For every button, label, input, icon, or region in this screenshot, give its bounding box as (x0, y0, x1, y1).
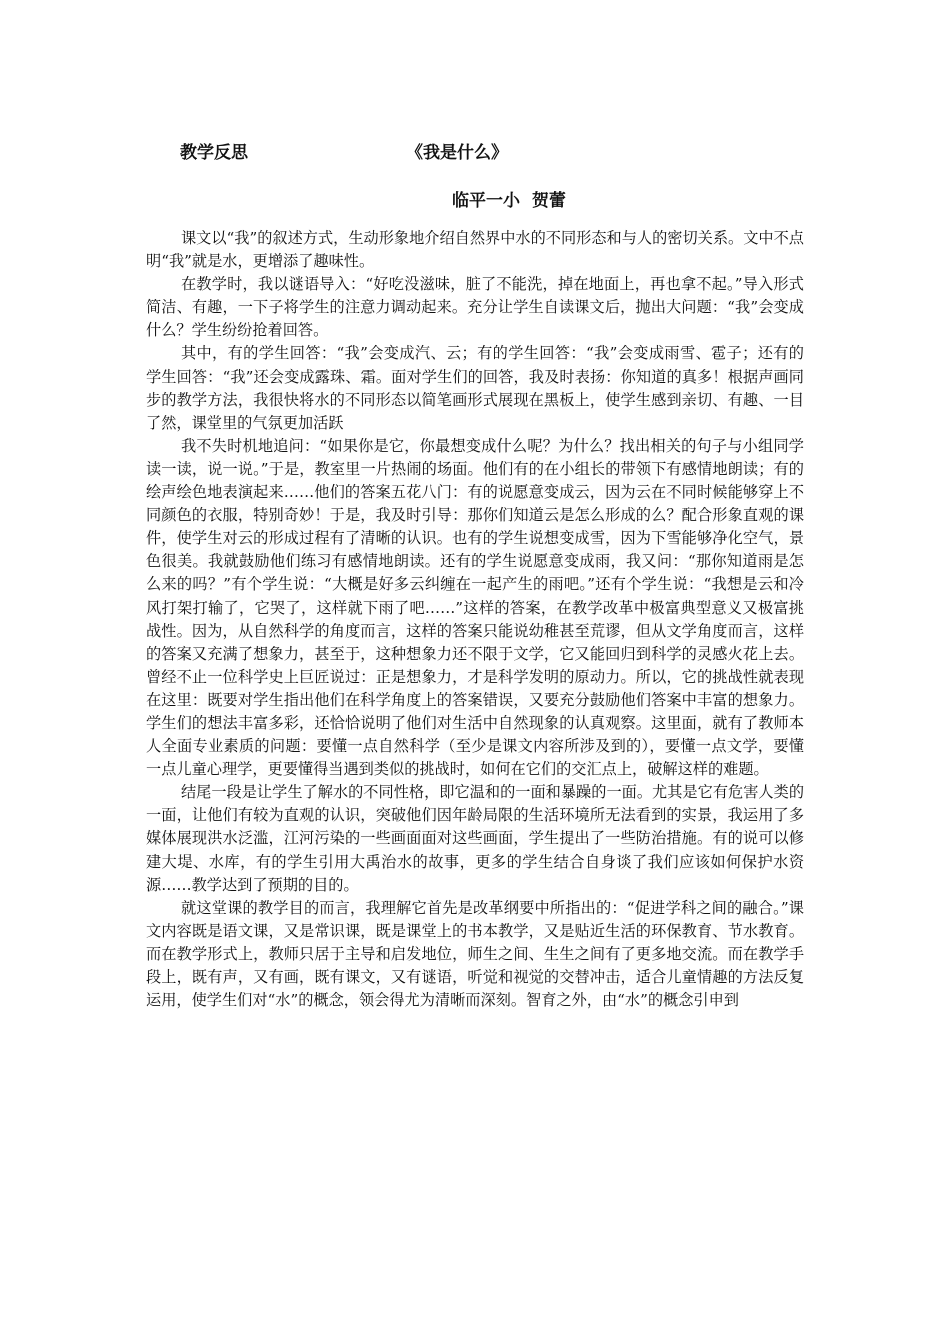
document-body (146, 227, 804, 1012)
paragraph: 在教学时，我以谜语导入：“好吃没滋味，脏了不能洗，掉在地面上，再也拿不起。”导入形式简洁、有趣，一下子将学生的注意力调动起来。充分让学生自读课文后，抛出大问题：“我”会变成什么？学生纷纷抢着回答。 (146, 275, 804, 340)
paragraph: 就这堂课的教学目的而言，我理解它首先是改革纲要中所指出的：“促进学科之间的融合。”课文内容既是语文课，又是常识课，既是课堂上的书本教学，又是贴近生活的环保教育、节水教育。而在教学形式上，教师只居于主导和启发地位，师生之间、生生之间有了更多地交流。而在教学手段上，既有声，又有画，既有课文，又有谜语，听觉和视觉的交替冲击，适合儿童情趣的方法反复运用，使学生们对“水”的概念，领会得尤为清晰而深刻。智育之外，由“水”的概念引申到 (146, 898, 804, 1010)
heading-label: 教学反思 (180, 143, 248, 163)
heading-title: 《我是什么》 (406, 143, 508, 163)
paragraph: 其中，有的学生回答：“我”会变成汽、云；有的学生回答：“我”会变成雨雪、雹子；还有的学生回答：“我”还会变成露珠、霜。面对学生们的回答，我及时表扬：你知道的真多！根据声画同步的教学方法，我很快将水的不同形态以简笔画形式展现在黑板上，使学生感到亲切、有趣、一目了然，课堂里的气氛更加活跃 (146, 344, 804, 432)
paragraph: 结尾一段是让学生了解水的不同性格，即它温和的一面和暴躁的一面。尤其是它有危害人类的一面，让他们有较为直观的认识，突破他们因年龄局限的生活环境所无法看到的实景，我运用了多媒体展现洪水泛滥，江河污染的一些画面面对这些画面，学生提出了一些防治措施。有的说可以修建大堤、水库，有的学生引用大禹治水的故事，更多的学生结合自身谈了我们应该如何保护水资源……教学达到了预期的目的。 (146, 783, 804, 894)
paragraph: 课文以“我”的叙述方式，生动形象地介绍自然界中水的不同形态和与人的密切关系。文中不点明“我”就是水，更增添了趣味性。 (146, 229, 804, 271)
author-line: 临平一小 贺蕾 (452, 191, 566, 211)
document-heading (180, 138, 800, 168)
paragraph: 我不失时机地追问：“如果你是它，你最想变成什么呢？为什么？找出相关的句子与小组同学读一读，说一说。”于是，教室里一片热闹的场面。他们有的在小组长的带领下有感情地朗读；有的绘声绘色地表演起来……他们的答案五花八门：有的说愿意变成云，因为云在不同时候能够穿上不同颜色的衣服，特别奇妙！于是，我及时引导：那你们知道云是怎么形成的么？配合形象直观的课件，使学生对云的形成过程有了清晰的认识。也有的学生说想变成雪，因为下雪能够净化空气，景色很美。我就鼓励他们练习有感情地朗读。还有的学生说愿意变成雨，我又问：“那你知道雨是怎么来的吗？”有个学生说：“大概是好多云纠缠在一起产生的雨吧。”还有个学生说：“我想是云和冷风打架打输了，它哭了，这样就下雨了吧……”这样的答案，在教学改革中极富典型意义又极富挑战性。因为，从自然科学的角度而言，这样的答案只能说幼稚甚至荒谬，但从文学角度而言，这样的答案又充满了想象力，甚至于，这种想象力还不限于文学，它又能回归到科学的灵感火花上去。曾经不止一位科学史上巨匠说过：正是想象力，才是科学发明的原动力。所以，它的挑战性就表现在这里：既要对学生指出他们在科学角度上的答案错误，又要充分鼓励他们答案中丰富的想象力。学生们的想法丰富多彩，还恰恰说明了他们对生活中自然现象的认真观察。这里面，就有了教师本人全面专业素质的问题：要懂一点自然科学（至少是课文内容所涉及到的），要懂一点文学，要懂一点儿童心理学，更要懂得当遇到类似的挑战时，如何在它们的交汇点上，破解这样的难题。 (146, 436, 804, 779)
